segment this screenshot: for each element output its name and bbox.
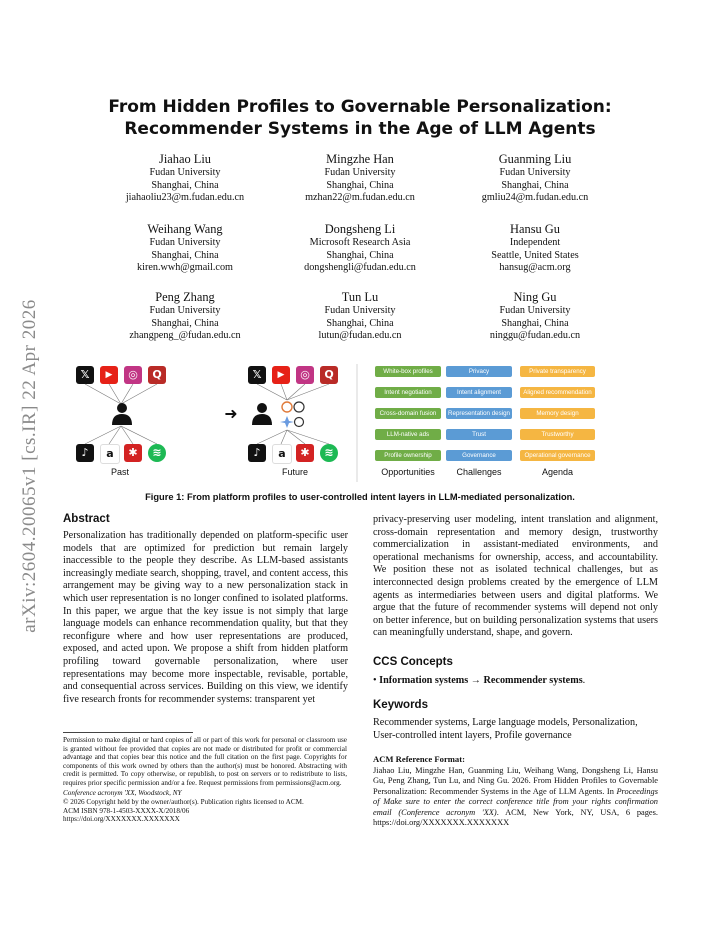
author-email: hansug@acm.org: [499, 262, 571, 274]
reference-text-part2: . ACM, New York, NY, USA, 6 pages. https://doi.org/XXXXXXX.XXXXXXX: [373, 807, 658, 828]
ai-assistants-icon: [277, 398, 309, 430]
past-label: Past: [110, 467, 129, 477]
title-line-2: Recommender Systems in the Age of LLM Agents: [124, 119, 596, 139]
tiktok-icon: ♪: [248, 444, 266, 462]
future-label: Future: [281, 467, 308, 477]
author-block: [435, 152, 635, 205]
keywords-text: Recommender systems, Large language models, Personalization, User-controlled intent layers, Profile governance: [373, 717, 638, 741]
author-location: Shanghai, China: [501, 179, 569, 191]
author-location: Shanghai, China: [326, 179, 394, 191]
column-label-challenges: Challenges: [456, 467, 502, 477]
quora-icon: Q: [148, 366, 166, 384]
permission-text: Permission to make digital or hard copies of all or part of this work for personal or classroom use is granted without fee provided that copies are not made or distributed for profit or commercial advantage and that copies bear this notice and the full citation on the first page. Copyrights for components of this work owned by others than the author(s) must be honored. Abstracting with credit is permitted. To copy otherwise, or republish, to post on servers or to redistribute to lists, requires prior specific permission and/or a fee. Request permissions from permissions@acm.org.: [63, 736, 347, 787]
reference-format-text: [373, 766, 658, 828]
ccs-concepts: [373, 675, 658, 688]
author-name: Peng Zhang: [155, 290, 215, 304]
author-affiliation: Fudan University: [149, 305, 221, 316]
author-location: Shanghai, China: [326, 317, 394, 329]
ccs-heading: CCS Concepts: [373, 656, 453, 668]
agenda-box: Trustworthy: [520, 429, 595, 440]
ccs-suffix: .: [582, 675, 586, 686]
column-label-opportunities: Opportunities: [381, 467, 435, 477]
instagram-icon: ◎: [296, 366, 314, 384]
author-email: dongshengli@fudan.edu.cn: [304, 262, 416, 274]
author-location: Shanghai, China: [151, 317, 219, 329]
author-affiliation: Microsoft Research Asia: [309, 237, 411, 248]
abstract-left-text: [63, 530, 348, 706]
copyright-line: © 2026 Copyright held by the owner/author(s). Publication rights licensed to ACM.: [63, 798, 304, 807]
author-email: mzhan22@m.fudan.edu.cn: [305, 192, 415, 204]
author-affiliation: Fudan University: [324, 167, 396, 178]
x-app-icon: 𝕏: [76, 366, 94, 384]
challenge-box: Privacy: [446, 366, 512, 377]
doi-line: https://doi.org/XXXXXXX.XXXXXXX: [63, 815, 180, 824]
opportunity-box: Intent negotiation: [375, 387, 441, 398]
user-icon: [111, 402, 133, 426]
author-name: Jiahao Liu: [159, 152, 211, 166]
author-name: Mingzhe Han: [326, 152, 394, 166]
permission-block: [63, 736, 347, 824]
title-line-1: From Hidden Profiles to Governable Personalization:: [108, 97, 612, 117]
opportunity-box: White-box profiles: [375, 366, 441, 377]
author-block: [435, 222, 635, 275]
author-email: ninggu@fudan.edu.cn: [489, 330, 581, 342]
yelp-icon: ✱: [124, 444, 142, 462]
author-affiliation: Fudan University: [324, 305, 396, 316]
author-affiliation: Fudan University: [499, 305, 571, 316]
author-name: Tun Lu: [341, 290, 379, 304]
arrow-right-icon: ➜: [224, 406, 238, 423]
agenda-box: Aligned recommendation: [520, 387, 595, 398]
agenda-box: Private transparency: [520, 366, 595, 377]
amazon-icon: a: [272, 444, 292, 464]
spotify-icon: ≋: [148, 444, 166, 462]
reference-text-part1: Jiahao Liu, Mingzhe Han, Guanming Liu, Weihang Wang, Dongsheng Li, Hansu Gu, Peng Zhang, Tun Lu, and Ning Gu. 2026. From Hidden Profiles to Governable Personalization: Recommender Systems in the Age of LLM Agents. In: [373, 766, 658, 796]
instagram-icon: ◎: [124, 366, 142, 384]
author-email: kiren.wwh@gmail.com: [137, 262, 233, 274]
author-email: zhangpeng_@fudan.edu.cn: [129, 330, 241, 342]
author-block: [435, 290, 635, 343]
challenge-box: Trust: [446, 429, 512, 440]
isbn-line: ACM ISBN 978-1-4503-XXXX-X/2018/06: [63, 806, 190, 815]
youtube-icon: ▶: [100, 366, 118, 384]
amazon-icon: a: [100, 444, 120, 464]
author-location: Shanghai, China: [151, 179, 219, 191]
author-location: Shanghai, China: [326, 249, 394, 261]
column-label-agenda: Agenda: [541, 467, 574, 477]
abstract-right-text: [373, 514, 658, 640]
ccs-concept-text: Information systems → Recommender systems: [379, 675, 583, 686]
author-name: Dongsheng Li: [324, 222, 396, 236]
agenda-box: Memory design: [520, 408, 595, 419]
figure-connectors: [65, 364, 655, 484]
challenge-box: Representation design: [446, 408, 512, 419]
opportunity-box: Cross-domain fusion: [375, 408, 441, 419]
challenge-box: Intent alignment: [446, 387, 512, 398]
author-block: [260, 222, 460, 275]
author-email: jiahaoliu23@m.fudan.edu.cn: [125, 192, 245, 204]
author-affiliation: Fudan University: [149, 167, 221, 178]
reference-venue: Proceedings of Make sure to enter the correct conference title from your rights confirmation email (Conference acronym 'XX): [373, 786, 658, 817]
youtube-icon: ▶: [272, 366, 290, 384]
author-affiliation: Fudan University: [149, 237, 221, 248]
abstract-heading: Abstract: [63, 513, 110, 525]
x-app-icon: 𝕏: [248, 366, 266, 384]
ccs-bullet: •: [373, 675, 377, 686]
reference-format-heading: ACM Reference Format:: [373, 754, 465, 764]
agenda-box: Operational governance: [520, 450, 595, 461]
abstract-paragraph-continued: privacy-preserving user modeling, intent translation and alignment, cross-domain representation and memory design, trustworthy commercialization in assistant-mediated environments, and operational mechanisms for ownership, access, and accountability. We position these not as isolated technical challenges, but as interconnected design problems created by the emergence of LLM agents as intermediaries between users and digital platforms. We argue that the future of recommender systems will depend not only on better inference, but on building personalization systems that users can meaningfully understand, shape, and govern.: [373, 514, 658, 639]
conference-line: Conference acronym 'XX, Woodstock, NY: [63, 788, 182, 797]
yelp-icon: ✱: [296, 444, 314, 462]
keywords-heading: Keywords: [373, 699, 428, 711]
author-block: [85, 152, 285, 205]
figure-1: [65, 364, 655, 484]
paper-title: [60, 96, 660, 140]
abstract-paragraph: Personalization has traditionally depended on platform-specific user models that are optimized for prediction but remain largely inaccessible to the people they describe. As LLM-based assistants increasingly mediate search, shopping, travel, and content access, this arrangement may be giving way to a new personalization stack in which user representation is no longer confined to isolated platforms. In this paper, we argue that the key issue is not simply that large language models can enhance recommendation quality, but that they reconfigure where and how user representations are produced, exposed, and acted upon. We propose a shift from hidden platform profiling toward governable personalization, where user representations may become more inspectable, revisable, portable, and consequential across services. Building on this view, we identify five research fronts for recommender systems: transparent yet: [63, 530, 348, 705]
footnote-rule: [63, 732, 193, 733]
author-block: [260, 152, 460, 205]
author-name: Ning Gu: [513, 290, 557, 304]
spotify-icon: ≋: [320, 444, 338, 462]
author-block: [85, 290, 285, 343]
author-location: Seattle, United States: [491, 249, 579, 261]
author-email: gmliu24@m.fudan.edu.cn: [481, 192, 589, 204]
author-name: Weihang Wang: [147, 222, 223, 236]
author-name: Hansu Gu: [510, 222, 560, 236]
opportunity-box: LLM-native ads: [375, 429, 441, 440]
figure-caption: Figure 1: From platform profiles to user-controlled intent layers in LLM-mediated personalization.: [145, 492, 575, 502]
user-icon: [251, 402, 273, 426]
opportunity-box: Profile ownership: [375, 450, 441, 461]
author-affiliation: Fudan University: [499, 167, 571, 178]
challenge-box: Governance: [446, 450, 512, 461]
author-block: [85, 222, 285, 275]
author-location: Shanghai, China: [501, 317, 569, 329]
author-location: Shanghai, China: [151, 249, 219, 261]
arxiv-watermark: arXiv:2604.20065v1 [cs.IR] 22 Apr 2026: [19, 299, 40, 633]
author-block: [260, 290, 460, 343]
author-email: lutun@fudan.edu.cn: [318, 330, 402, 342]
tiktok-icon: ♪: [76, 444, 94, 462]
author-name: Guanming Liu: [498, 152, 572, 166]
quora-icon: Q: [320, 366, 338, 384]
author-affiliation: Independent: [509, 237, 561, 248]
